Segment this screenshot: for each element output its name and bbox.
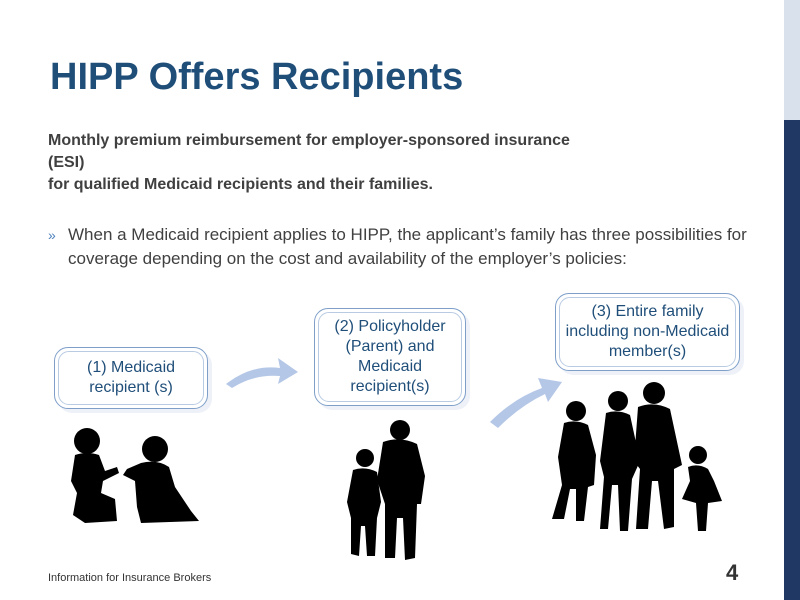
bullet-paragraph [48,223,748,271]
page-number: 4 [726,560,739,585]
parent-child-silhouette-icon [343,418,431,563]
family-silhouette-icon [548,381,724,536]
slide-title: HIPP Offers Recipients [50,56,464,98]
option-box-1-label: (1) Medicaid recipient (s) [86,359,176,396]
subtitle [48,130,738,196]
sidebar-accent [784,0,800,120]
option-box-2 [314,308,466,406]
option-box-3-label: (3) Entire family including non-Medicaid member(s) [565,303,730,360]
subtitle-line-1: Monthly premium reimbursement for employer-sponsored insurance [48,132,570,149]
option-box-2-label: (2) Policyholder (Parent) and Medicaid recipient(s) [334,318,446,395]
footer-text: Information for Insurance Brokers [48,572,212,584]
subtitle-line-3: for qualified Medicaid recipients and their families. [48,176,433,193]
option-box-1 [54,347,208,409]
right-sidebar-bar [784,0,800,600]
bullet-marker: » [48,227,56,243]
right-arrow-icon [222,350,300,390]
bullet-text: When a Medicaid recipient applies to HIPP, the applicant’s family has three possibilities for coverage depending on the cost and availability of the employer’s policies: [68,225,747,268]
subtitle-line-2: (ESI) [48,154,85,171]
two-children-silhouette-icon [65,423,200,528]
option-box-3 [555,293,740,371]
